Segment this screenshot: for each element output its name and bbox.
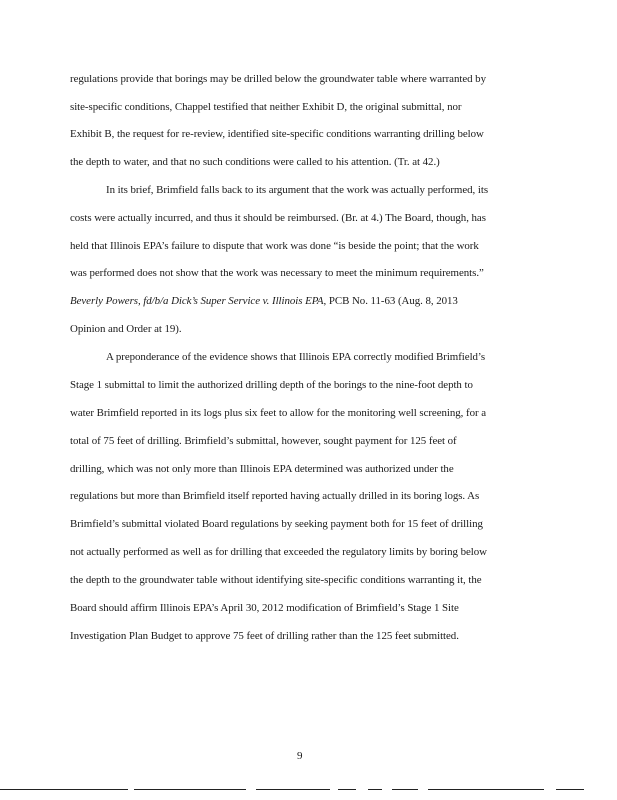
text-line: Brimfield’s submittal violated Board regulations by seeking payment both for 15 feet of drilling (70, 518, 483, 530)
text-line: Opinion and Order at 19). (70, 323, 182, 335)
text-line: regulations but more than Brimfield itself reported having actually drilled in its boring logs. As (70, 490, 480, 502)
case-name: Beverly Powers, fd/b/a Dick’s Super Service v. Illinois EPA (70, 295, 324, 307)
text-line: not actually performed as well as for drilling that exceeded the regulatory limits by boring below (70, 546, 487, 558)
text-line: the depth to the groundwater table without identifying site-specific conditions warranting it, the (70, 574, 482, 586)
citation-line (70, 295, 458, 308)
text-line: water Brimfield reported in its logs plus six feet to allow for the monitoring well screening, for a (70, 407, 487, 419)
text-line: regulations provide that borings may be drilled below the groundwater table where warranted by (70, 73, 486, 85)
text-line: Investigation Plan Budget to approve 75 feet of drilling rather than the 125 feet submitted. (70, 630, 459, 642)
page-number: 9 (297, 750, 303, 762)
text-line: total of 75 feet of drilling. Brimfield’s submittal, however, sought payment for 125 feet of (70, 435, 457, 447)
text-line: Board should affirm Illinois EPA’s April 30, 2012 modification of Brimfield’s Stage 1 Site (70, 602, 459, 614)
text-line: the depth to water, and that no such conditions were called to his attention. (Tr. at 42.) (70, 156, 440, 168)
text-line: drilling, which was not only more than Illinois EPA determined was authorized under the (70, 463, 454, 475)
text-line: Stage 1 submittal to limit the authorized drilling depth of the borings to the nine-foot depth to (70, 379, 473, 391)
text-line: A preponderance of the evidence shows that Illinois EPA correctly modified Brimfield’s (106, 351, 486, 363)
text-line: held that Illinois EPA’s failure to dispute that work was done “is beside the point; that the work (70, 240, 479, 252)
text-line: In its brief, Brimfield falls back to its argument that the work was actually performed, its (106, 184, 489, 196)
footer-rule (0, 789, 617, 792)
citation-tail: , PCB No. 11-63 (Aug. 8, 2013 (323, 295, 458, 307)
text-line: was performed does not show that the work was necessary to meet the minimum requirements.” (70, 267, 484, 279)
text-line: costs were actually incurred, and thus it should be reimbursed. (Br. at 4.) The Board, though, has (70, 212, 486, 224)
text-line: site-specific conditions, Chappel testified that neither Exhibit D, the original submittal, nor (70, 101, 462, 113)
text-line: Exhibit B, the request for re-review, identified site-specific conditions warranting drilling below (70, 128, 484, 140)
